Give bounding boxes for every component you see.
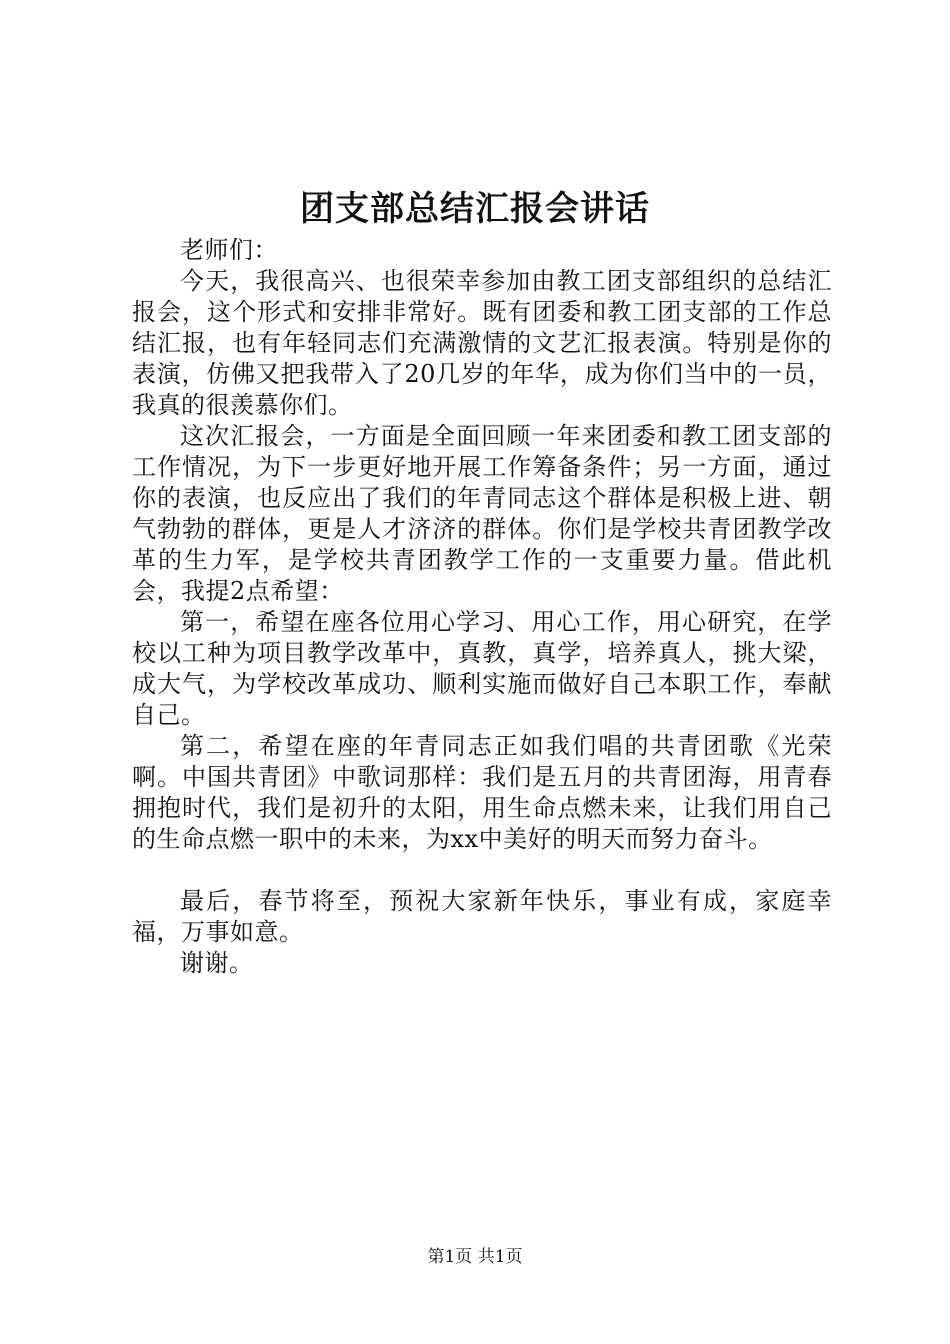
salutation: 老师们： xyxy=(180,236,278,264)
paragraph-thanks: 谢谢。 xyxy=(180,949,254,977)
paragraph-hope-one: 第一，希望在座各位用心学习、用心工作，用心研究，在学校以工种为项目教学改革中，真教，真学，培养真人，挑大梁，成大气，为学校改革成功、顺利实施而做好自己本职工作，奉献自己。 xyxy=(132,608,832,729)
paragraph-hope-two: 第二，希望在座的年青同志正如我们唱的共青团歌《光荣啊。中国共青团》中歌词那样：我们是五月的共青团海，用青春拥抱时代，我们是初升的太阳，用生命点燃未来，让我们用自己的生命点燃一职中的未来，为xx中美好的明天而努力奋斗。 xyxy=(132,732,832,853)
document-title: 团支部总结汇报会讲话 xyxy=(300,189,650,229)
page-number-footer: 第1页 共1页 xyxy=(427,1247,523,1267)
paragraph-closing: 最后，春节将至，预祝大家新年快乐，事业有成，家庭幸福，万事如意。 xyxy=(132,887,832,946)
paragraph-review: 这次汇报会，一方面是全面回顾一年来团委和教工团支部的工作情况，为下一步更好地开展工作筹备条件；另一方面，通过你的表演，也反应出了我们的年青同志这个群体是积极上进、朝气勃勃的群体，更是人才济济的群体。你们是学校共青团教学改革的生力军，是学校共青团教学工作的一支重要力量。借此机会，我提2点希望： xyxy=(132,422,832,605)
document-body xyxy=(132,235,832,979)
paragraph-opening: 今天，我很高兴、也很荣幸参加由教工团支部组织的总结汇报会，这个形式和安排非常好。既有团委和教工团支部的工作总结汇报，也有年轻同志们充满激情的文艺汇报表演。特别是你的表演，仿佛又把我带入了20几岁的年华，成为你们当中的一员，我真的很羡慕你们。 xyxy=(132,267,832,419)
